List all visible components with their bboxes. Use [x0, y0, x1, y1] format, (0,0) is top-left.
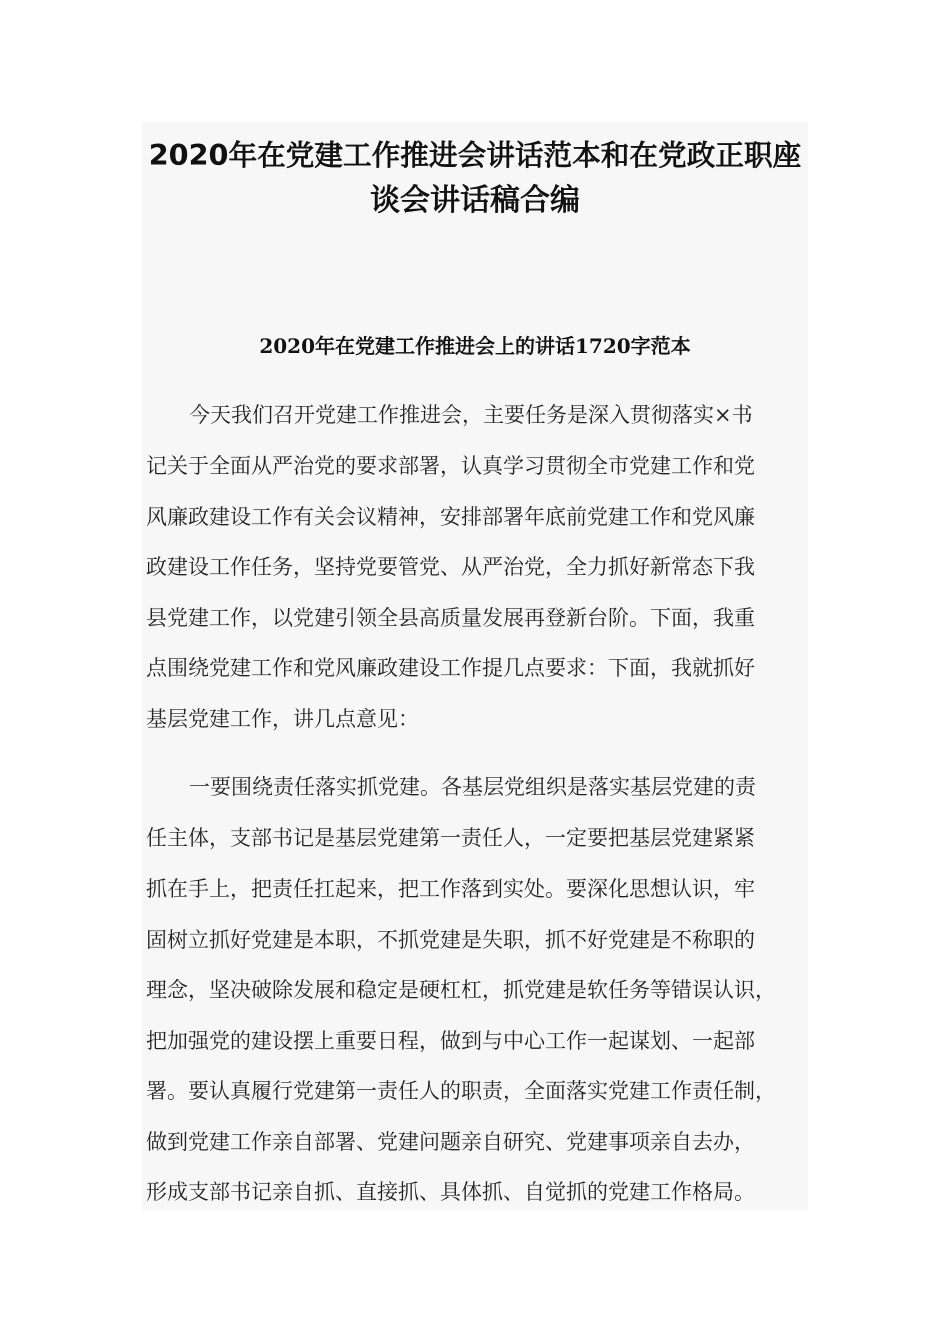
section-subtitle: 2020年在党建工作推进会上的讲话1720字范本 — [259, 334, 691, 358]
paragraph-2-line-6: 把加强党的建设摆上重要日程，做到与中心工作一起谋划、一起部 — [146, 1029, 755, 1053]
paragraph-1-line-5: 县党建工作，以党建引领全县高质量发展再登新台阶。下面，我重 — [146, 606, 755, 630]
paragraph-1-line-4: 政建设工作任务，坚持党要管党、从严治党，全力抓好新常态下我 — [146, 555, 755, 579]
paragraph-2-line-4: 固树立抓好党建是本职，不抓党建是失职，抓不好党建是不称职的 — [146, 928, 755, 952]
paragraph-1-line-6: 点围绕党建工作和党风廉政建设工作提几点要求：下面，我就抓好 — [146, 656, 755, 680]
paragraph-2-line-1: 一要围绕责任落实抓党建。各基层党组织是落实基层党建的责 — [189, 775, 756, 799]
document-title-line-2: 谈会讲话稿合编 — [370, 183, 580, 218]
paragraph-1-line-3: 风廉政建设工作有关会议精神，安排部署年底前党建工作和党风廉 — [146, 505, 755, 529]
paragraph-2-line-3: 抓在手上，把责任扛起来，把工作落到实处。要深化思想认识，牢 — [146, 877, 755, 901]
paragraph-2-line-9: 形成支部书记亲自抓、直接抓、具体抓、自觉抓的党建工作格局。 — [146, 1180, 755, 1204]
paragraph-1-line-1: 今天我们召开党建工作推进会，主要任务是深入贯彻落实×书 — [189, 403, 753, 427]
paragraph-2-line-7: 署。要认真履行党建第一责任人的职责，全面落实党建工作责任制， — [146, 1079, 776, 1103]
document-title-line-1: 2020年在党建工作推进会讲话范本和在党政正职座 — [148, 138, 802, 172]
paragraph-1-line-2: 记关于全面从严治党的要求部署，认真学习贯彻全市党建工作和党 — [146, 454, 755, 478]
paragraph-1-line-7: 基层党建工作，讲几点意见： — [146, 707, 419, 731]
paragraph-2-line-5: 理念，坚决破除发展和稳定是硬杠杠，抓党建是软任务等错误认识， — [146, 978, 776, 1002]
paragraph-2-line-8: 做到党建工作亲自部署、党建问题亲自研究、党建事项亲自去办， — [146, 1130, 755, 1154]
paragraph-2-line-2: 任主体，支部书记是基层党建第一责任人，一定要把基层党建紧紧 — [146, 826, 755, 850]
